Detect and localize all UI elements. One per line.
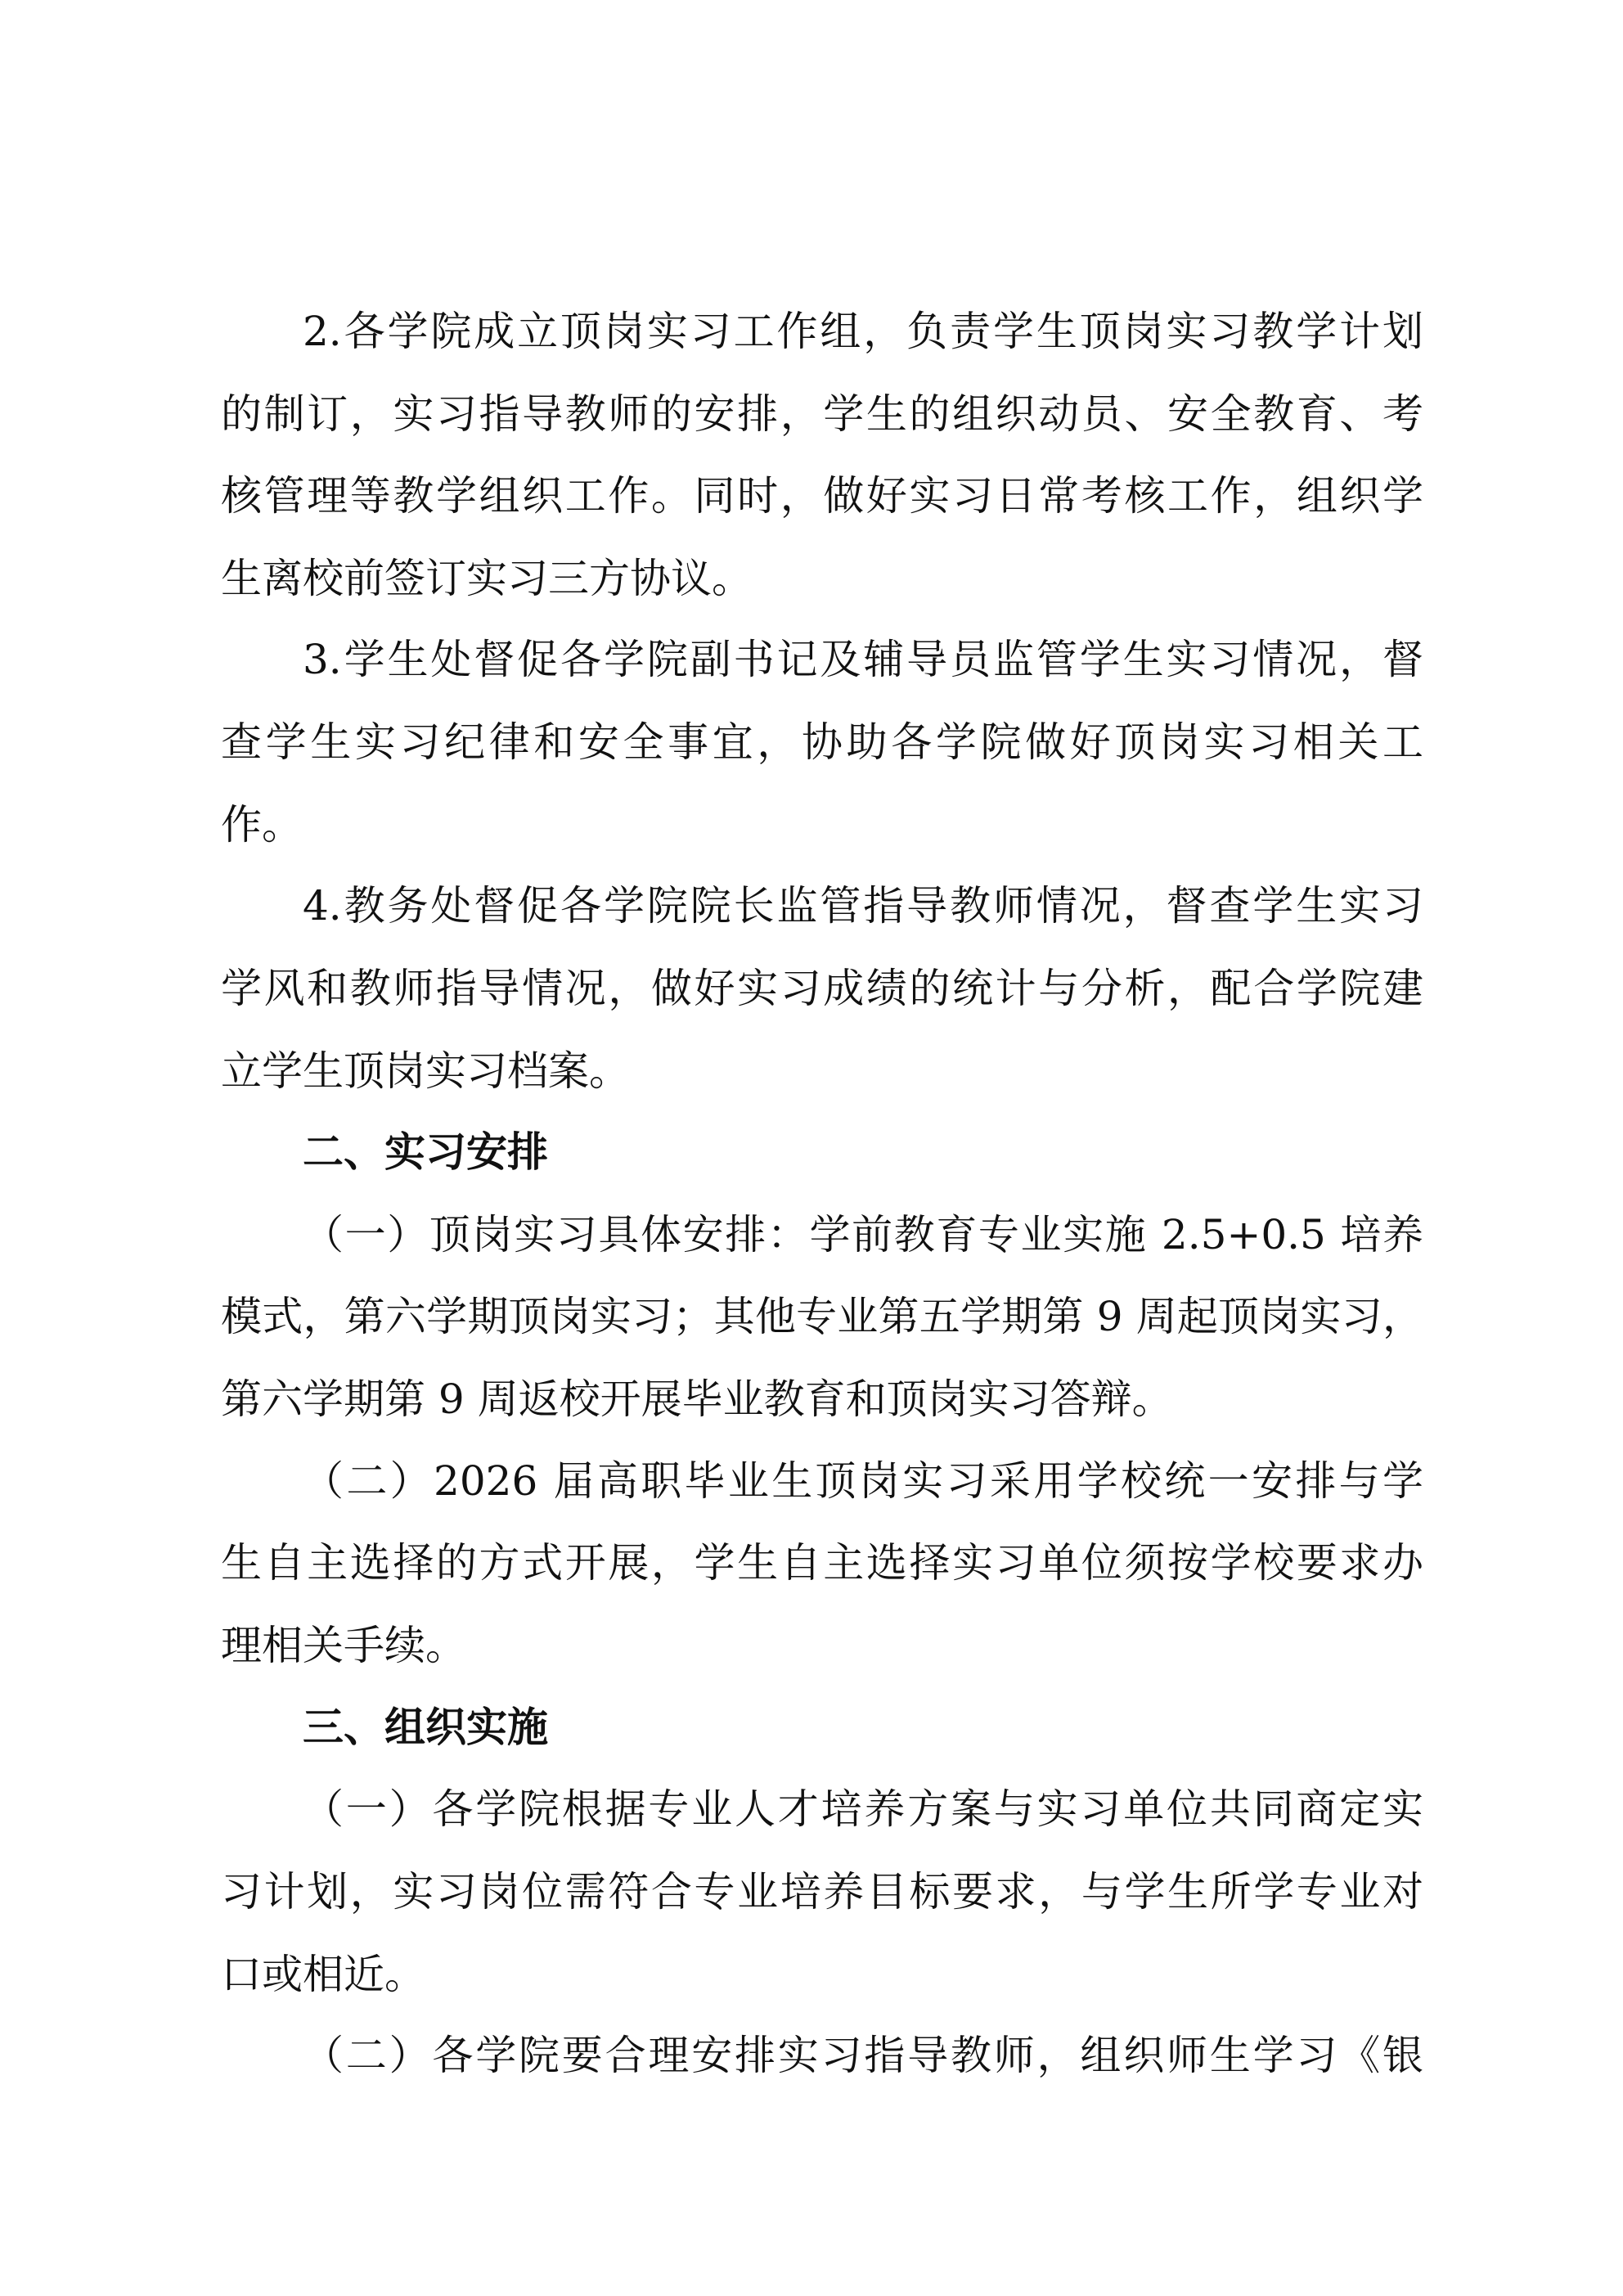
paragraph-line: 习计划，实习岗位需符合专业培养目标要求，与学生所学专业对: [221, 1868, 1423, 1916]
paragraph-line: 3.学生处督促各学院副书记及辅导员监管学生实习情况，督: [303, 636, 1423, 683]
paragraph-line: （二）各学院要合理安排实习指导教师，组织师生学习《银: [303, 2032, 1423, 2079]
paragraph-line: 生离校前签订实习三方协议。: [221, 555, 753, 602]
paragraph-line: 2.各学院成立顶岗实习工作组，负责学生顶岗实习教学计划: [303, 308, 1423, 355]
paragraph-line: 作。: [221, 801, 303, 849]
paragraph-line: 模式，第六学期顶岗实习；其他专业第五学期第 9 周起顶岗实习，: [221, 1293, 1423, 1340]
paragraph-line: 立学生顶岗实习档案。: [221, 1047, 630, 1095]
paragraph-line: 口或相近。: [221, 1951, 425, 1998]
paragraph-line: （二）2026 届高职毕业生顶岗实习采用学校统一安排与学: [303, 1457, 1423, 1505]
paragraph-line: 学风和教师指导情况，做好实习成绩的统计与分析，配合学院建: [221, 965, 1423, 1012]
paragraph-line: 理相关手续。: [221, 1622, 466, 1669]
paragraph-line: 第六学期第 9 周返校开展毕业教育和顶岗实习答辩。: [221, 1375, 1173, 1423]
paragraph-line: （一）各学院根据专业人才培养方案与实习单位共同商定实: [303, 1785, 1423, 1833]
paragraph-line: （一）顶岗实习具体安排：学前教育专业实施 2.5+0.5 培养: [303, 1211, 1423, 1258]
section-heading: 二、实习安排: [303, 1128, 548, 1176]
paragraph-line: 4.教务处督促各学院院长监管指导教师情况，督查学生实习: [303, 882, 1423, 930]
paragraph-line: 核管理等教学组织工作。同时，做好实习日常考核工作，组织学: [221, 472, 1423, 520]
paragraph-line: 的制订，实习指导教师的安排，学生的组织动员、安全教育、考: [221, 390, 1423, 438]
paragraph-line: 查学生实习纪律和安全事宜，协助各学院做好顶岗实习相关工: [221, 718, 1423, 766]
paragraph-line: 生自主选择的方式开展，学生自主选择实习单位须按学校要求办: [221, 1539, 1423, 1587]
section-heading: 三、组织实施: [303, 1704, 548, 1751]
